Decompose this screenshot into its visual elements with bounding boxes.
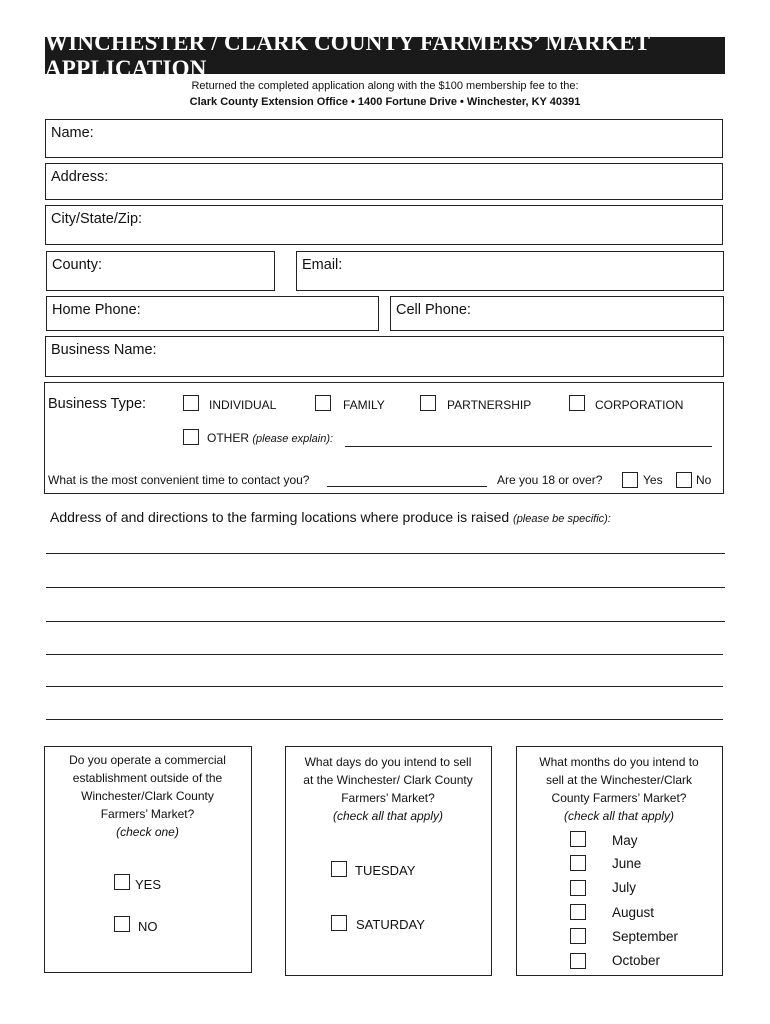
june-label: June [612,856,642,871]
individual-checkbox[interactable] [183,395,199,411]
cell-phone-label: Cell Phone: [396,302,471,318]
home-phone-label: Home Phone: [52,302,141,318]
months-q-line2: sell at the Winchester/Clark [545,773,693,787]
commercial-no-checkbox[interactable] [114,916,130,932]
october-label: October [612,953,661,968]
directions-hint: (please be specific): [513,513,611,525]
address-field[interactable] [45,163,723,200]
june-checkbox[interactable] [570,855,586,871]
county-label: County: [52,257,102,273]
directions-line-5[interactable] [46,686,723,687]
days-q-line1: What days do you intend to sell [304,755,472,769]
september-checkbox[interactable] [570,928,586,944]
email-field[interactable] [296,251,724,291]
age-no-label: No [696,473,712,487]
name-field[interactable] [45,119,723,158]
city-state-zip-field[interactable] [45,205,723,245]
commercial-no-label: NO [138,919,158,934]
market-days-box [285,746,492,976]
august-checkbox[interactable] [570,904,586,920]
tuesday-label: TUESDAY [355,863,416,878]
age-yes-label: Yes [643,473,663,487]
may-checkbox[interactable] [570,831,586,847]
october-checkbox[interactable] [570,953,586,969]
commercial-establishment-box [44,746,252,973]
business-type-section [44,382,724,494]
days-q-line2: at the Winchester/ Clark County [303,773,473,787]
tuesday-checkbox[interactable] [331,861,347,877]
directions-line-3[interactable] [46,621,725,622]
july-checkbox[interactable] [570,880,586,896]
directions-line-1[interactable] [46,553,725,554]
age-question: Are you 18 or over? [497,473,603,487]
corporation-label: CORPORATION [595,398,684,412]
days-hint: (check all that apply) [332,809,444,823]
other-explain-line[interactable] [345,446,712,447]
business-name-label: Business Name: [51,342,157,358]
business-name-field[interactable] [45,336,724,377]
individual-label: INDIVIDUAL [209,398,277,412]
september-label: September [612,929,679,944]
directions-label: Address of and directions to the farming locations where produce is raised [50,509,510,525]
corporation-checkbox[interactable] [569,395,585,411]
saturday-checkbox[interactable] [331,915,347,931]
months-q-line1: What months do you intend to [539,755,699,769]
commercial-q-line1: Do you operate a commercial [69,753,226,767]
partnership-label: PARTNERSHIP [447,398,532,412]
age-no-checkbox[interactable] [676,472,692,488]
age-yes-checkbox[interactable] [622,472,638,488]
commercial-yes-label: YES [135,877,162,892]
market-months-box [516,746,723,976]
family-checkbox[interactable] [315,395,331,411]
commercial-q-line2: establishment outside of the [72,771,223,785]
saturday-label: SATURDAY [356,917,425,932]
directions-line-4[interactable] [46,654,723,655]
instruction-text: Returned the completed application along with the $100 membership fee to the: [191,80,579,92]
home-phone-field[interactable] [46,296,379,331]
other-hint: (please explain): [252,433,334,445]
cell-phone-field[interactable] [390,296,724,331]
county-field[interactable] [46,251,275,291]
directions-line-6[interactable] [46,719,723,720]
commercial-q-line4: Farmers’ Market? [100,807,195,821]
directions-line-2[interactable] [46,587,725,588]
city-state-zip-label: City/State/Zip: [51,211,143,227]
months-hint: (check all that apply) [563,809,675,823]
name-label: Name: [51,125,94,141]
family-label: FAMILY [343,398,385,412]
contact-time-line[interactable] [327,486,487,487]
months-q-line3: County Farmers’ Market? [551,791,687,805]
partnership-checkbox[interactable] [420,395,436,411]
other-checkbox[interactable] [183,429,199,445]
address-label: Address: [51,169,109,185]
other-label: OTHER [207,431,249,445]
july-label: July [612,880,637,895]
form-title: WINCHESTER / CLARK COUNTY FARMERS’ MARKET APPLICATION [45,37,725,74]
august-label: August [612,905,655,920]
commercial-yes-checkbox[interactable] [114,874,130,890]
commercial-q-line3: Winchester/Clark County [81,789,214,803]
may-label: May [612,833,638,848]
business-type-label: Business Type: [48,396,147,412]
days-q-line3: Farmers’ Market? [341,791,435,805]
commercial-hint: (check one) [116,825,179,839]
mailing-address: Clark County Extension Office • 1400 Fortune Drive • Winchester, KY 40391 [189,96,581,108]
contact-time-question: What is the most convenient time to contact you? [48,473,310,487]
email-label: Email: [302,257,343,273]
